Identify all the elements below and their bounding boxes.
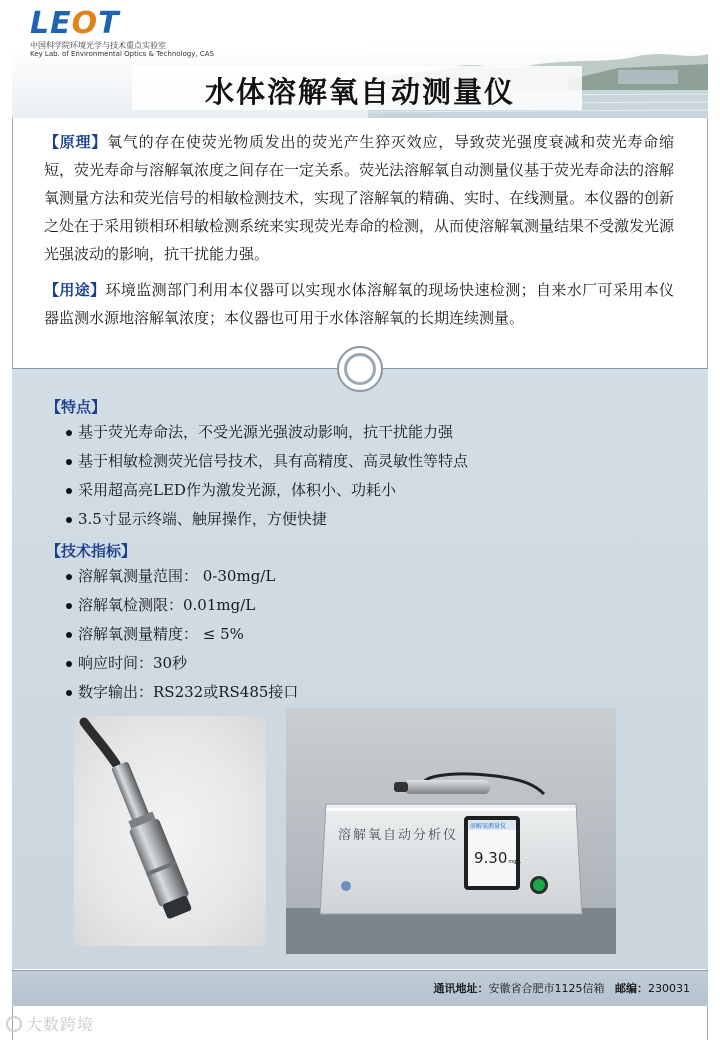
reading-unit: mg/L: [508, 859, 521, 865]
reading-value: 9.30: [474, 849, 508, 867]
bullet-icon: [66, 632, 72, 638]
address-value: 安徽省合肥市1125信箱: [488, 982, 605, 995]
contact-footer: [12, 970, 708, 1006]
postcode-label: 邮编：: [615, 982, 648, 995]
usage-text: 环境监测部门利用本仪器可以实现水体溶解氧的现场快速检测；自来水厂可采用本仪器监测水源地溶解氧浓度；本仪器也可用于水体溶解氧的长期连续测量。: [44, 281, 674, 327]
screen-reading: [474, 848, 521, 867]
principle-text: 氧气的存在使荧光物质发出的荧光产生猝灭效应，导致荧光强度衰减和荧光寿命缩短，荧光寿命与溶解氧浓度之间存在一定关系。荧光法溶解氧自动测量仪基于荧光寿命法的溶解氧测量方法和荧光信号的相敏检测技术，实现了溶解氧的精确、实时、在线测量。本仪器的创新之处在于采用锁相环相敏检测系统来实现荧光寿命的检测，从而使溶解氧测量结果不受激发光源光强波动的影响，抗干扰能力强。: [44, 133, 675, 263]
bullet-icon: [66, 488, 72, 494]
bullet-icon: [66, 459, 72, 465]
address-label: 通讯地址：: [433, 982, 489, 995]
lab-logo: LEOT: [30, 6, 120, 41]
intro-section: [44, 128, 674, 340]
principle-tag: 【原理】: [44, 133, 108, 151]
postcode-value: 230031: [648, 982, 690, 995]
contact-info: [434, 980, 691, 996]
usage-tag: 【用途】: [44, 281, 106, 299]
list-item: 溶解氧检测限：0.01mg/L: [66, 591, 298, 620]
bullet-icon: [66, 690, 72, 696]
list-item: 基于相敏检测荧光信号技术，具有高精度、高灵敏性等特点: [66, 447, 468, 476]
list-item: 响应时间：30秒: [66, 649, 298, 678]
watermark: 大数跨境: [6, 1012, 94, 1035]
usage-paragraph: [44, 276, 674, 332]
watermark-icon: [6, 1016, 22, 1032]
lab-name-cn: 中国科学院环境光学与技术重点实验室: [30, 41, 166, 50]
bullet-icon: [66, 603, 72, 609]
list-item: 基于荧光寿命法，不受光源光强波动影响，抗干扰能力强: [66, 418, 468, 447]
sensor-probe-photo: [74, 716, 266, 946]
analyzer-panel-label: 溶解氧自动分析仪: [338, 828, 459, 843]
principle-paragraph: [44, 128, 674, 268]
bullet-icon: [66, 517, 72, 523]
header-banner: [12, 0, 708, 118]
lab-name-en: Key Lab. of Environmental Optics & Technology, CAS: [30, 50, 214, 58]
bullet-icon: [66, 430, 72, 436]
list-item: 3.5寸显示终端、触屏操作，方便快捷: [66, 505, 468, 534]
screen-title: 溶解氧测量仪: [470, 823, 507, 830]
list-item: 溶解氧测量范围： 0-30mg/L: [66, 562, 298, 591]
features-list: [66, 418, 468, 534]
specs-heading: 【技术指标】: [46, 542, 137, 560]
specs-list: [66, 562, 298, 707]
list-item: 溶解氧测量精度： ≤ 5%: [66, 620, 298, 649]
bullet-icon: [66, 574, 72, 580]
analyzer-device-photo: [286, 708, 616, 954]
bullet-icon: [66, 661, 72, 667]
features-heading: 【特点】: [46, 398, 107, 416]
list-item: 数字输出：RS232或RS485接口: [66, 678, 298, 707]
page-title: 水体溶解氧自动测量仪: [204, 75, 515, 109]
list-item: 采用超高亮LED作为激发光源，体积小、功耗小: [66, 476, 468, 505]
